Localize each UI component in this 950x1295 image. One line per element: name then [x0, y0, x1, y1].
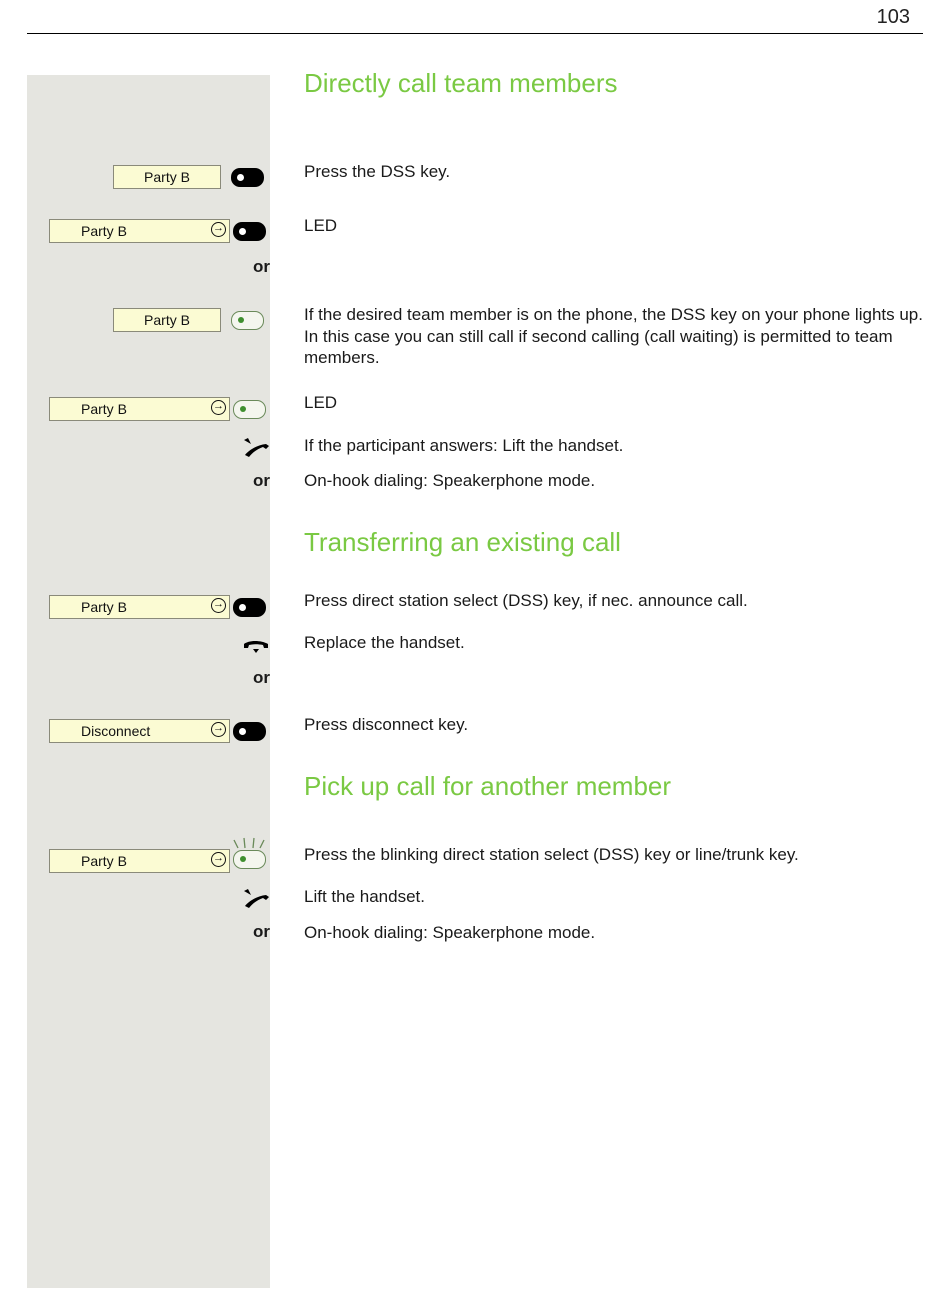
instruction-text: If the desired team member is on the phone, the DSS key on your phone lights up. In this case you can still call if second calling (call waiting) is permitted to team members.: [304, 305, 923, 367]
instruction-text: Press the blinking direct station select (DSS) key or line/trunk key.: [304, 845, 799, 864]
section-title-pick-up: Pick up call for another member: [304, 771, 672, 801]
instruction-text: Press disconnect key.: [304, 715, 469, 734]
key-label: Party B: [81, 223, 127, 239]
blinking-rays-icon: [230, 837, 270, 851]
arrow-right-icon: →: [211, 852, 226, 867]
instruction-text: If the participant answers: Lift the handset.: [304, 436, 624, 455]
led-on-icon: [233, 400, 266, 419]
instruction-text: LED: [304, 393, 338, 412]
or-label: or: [253, 471, 270, 490]
instruction-text: Press direct station select (DSS) key, if nec. announce call.: [304, 591, 748, 610]
disconnect-key[interactable]: [49, 719, 230, 743]
party-b-key[interactable]: [113, 165, 221, 189]
party-b-arrow-key[interactable]: [49, 219, 230, 243]
key-label: Party B: [81, 599, 127, 615]
key-label: Party B: [144, 312, 190, 328]
arrow-right-icon: →: [211, 222, 226, 237]
or-label: or: [253, 668, 270, 687]
key-label: Party B: [81, 853, 127, 869]
arrow-right-icon: →: [211, 722, 226, 737]
section-title-transferring: Transferring an existing call: [304, 527, 621, 557]
arrow-right-icon: →: [211, 400, 226, 415]
lift-handset-icon: [241, 887, 271, 909]
instruction-text: Replace the handset.: [304, 633, 465, 652]
header-rule: [27, 33, 923, 34]
section-title-directly-call: Directly call team members: [304, 68, 618, 98]
lift-handset-icon: [241, 436, 271, 458]
led-off-icon: [233, 222, 266, 241]
sidebar: [27, 75, 270, 1288]
party-b-arrow-key[interactable]: [49, 849, 230, 873]
led-blinking-icon: [233, 850, 266, 869]
led-off-icon: [231, 168, 264, 187]
key-label: Disconnect: [81, 723, 151, 739]
instruction-text: LED: [304, 216, 338, 235]
arrow-right-icon: →: [211, 598, 226, 613]
instruction-text: Lift the handset.: [304, 887, 425, 906]
party-b-key[interactable]: [113, 308, 221, 332]
replace-handset-icon: [241, 636, 271, 658]
led-off-icon: [233, 722, 266, 741]
led-off-icon: [233, 598, 266, 617]
key-label: Party B: [144, 169, 190, 185]
or-label: or: [253, 922, 270, 941]
page-number: 103: [876, 6, 910, 28]
instruction-text: On-hook dialing: Speakerphone mode.: [304, 923, 596, 942]
instruction-text: Press the DSS key.: [304, 162, 451, 181]
party-b-arrow-key[interactable]: [49, 397, 230, 421]
instruction-text: On-hook dialing: Speakerphone mode.: [304, 471, 596, 490]
led-on-icon: [231, 311, 264, 330]
or-label: or: [253, 257, 270, 276]
key-label: Party B: [81, 401, 127, 417]
party-b-arrow-key[interactable]: [49, 595, 230, 619]
